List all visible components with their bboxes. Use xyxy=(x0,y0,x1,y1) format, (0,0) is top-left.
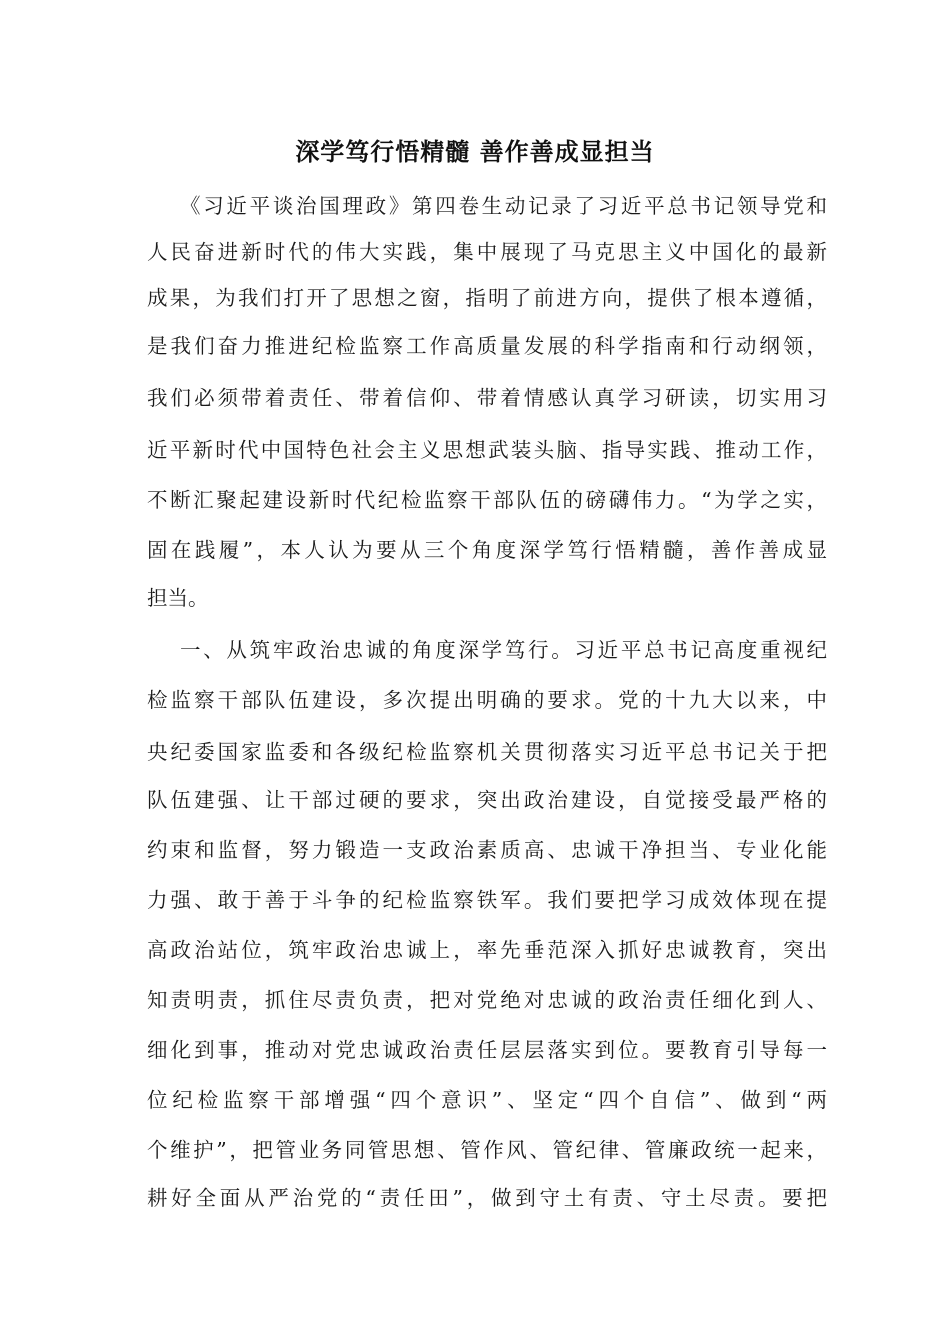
paragraph-line: 检监察干部队伍建设，多次提出明确的要求。党的十九大以来，中 xyxy=(147,688,827,712)
paragraph-line: 约束和监督，努力锻造一支政治素质高、忠诚干净担当、专业化能 xyxy=(147,838,827,862)
paragraph-line: 耕好全面从严治党的“责任田”，做到守土有责、守土尽责。要把 xyxy=(147,1186,827,1210)
paragraph-line: 细化到事，推动对党忠诚政治责任层层落实到位。要教育引导每一 xyxy=(147,1038,827,1062)
paragraph-line: 队伍建强、让干部过硬的要求，突出政治建设，自觉接受最严格的 xyxy=(147,788,827,812)
paragraph-line: 一、从筑牢政治忠诚的角度深学笃行。习近平总书记高度重视纪 xyxy=(180,638,827,662)
paragraph-line: 力强、敢于善于斗争的纪检监察铁军。我们要把学习成效体现在提 xyxy=(147,888,827,912)
paragraph-line: 成果，为我们打开了思想之窗，指明了前进方向，提供了根本遵循， xyxy=(147,286,827,310)
paragraph-line: 高政治站位，筑牢政治忠诚上，率先垂范深入抓好忠诚教育，突出 xyxy=(147,938,827,962)
paragraph-line: 固在践履”，本人认为要从三个角度深学笃行悟精髓，善作善成显 xyxy=(147,538,827,562)
paragraph-line: 人民奋进新时代的伟大实践，集中展现了马克思主义中国化的最新 xyxy=(147,240,827,264)
document-title: 深学笃行悟精髓 善作善成显担当 xyxy=(295,137,655,166)
paragraph-line: 担当。 xyxy=(147,586,209,610)
paragraph-line: 不断汇聚起建设新时代纪检监察干部队伍的磅礴伟力。“为学之实， xyxy=(147,488,827,512)
paragraph-line: 央纪委国家监委和各级纪检监察机关贯彻落实习近平总书记关于把 xyxy=(147,740,827,764)
paragraph-line: 是我们奋力推进纪检监察工作高质量发展的科学指南和行动纲领， xyxy=(147,334,827,358)
paragraph-line: 近平新时代中国特色社会主义思想武装头脑、指导实践、推动工作， xyxy=(147,438,827,462)
paragraph-line: 我们必须带着责任、带着信仰、带着情感认真学习研读，切实用习 xyxy=(147,386,827,410)
paragraph-line: 位纪检监察干部增强“四个意识”、坚定“四个自信”、做到“两 xyxy=(147,1088,827,1112)
paragraph-line: 知责明责，抓住尽责负责，把对党绝对忠诚的政治责任细化到人、 xyxy=(147,988,827,1012)
paragraph-line: 个维护”，把管业务同管思想、管作风、管纪律、管廉政统一起来， xyxy=(147,1138,827,1162)
paragraph-line: 《习近平谈治国理政》第四卷生动记录了习近平总书记领导党和 xyxy=(180,194,827,218)
